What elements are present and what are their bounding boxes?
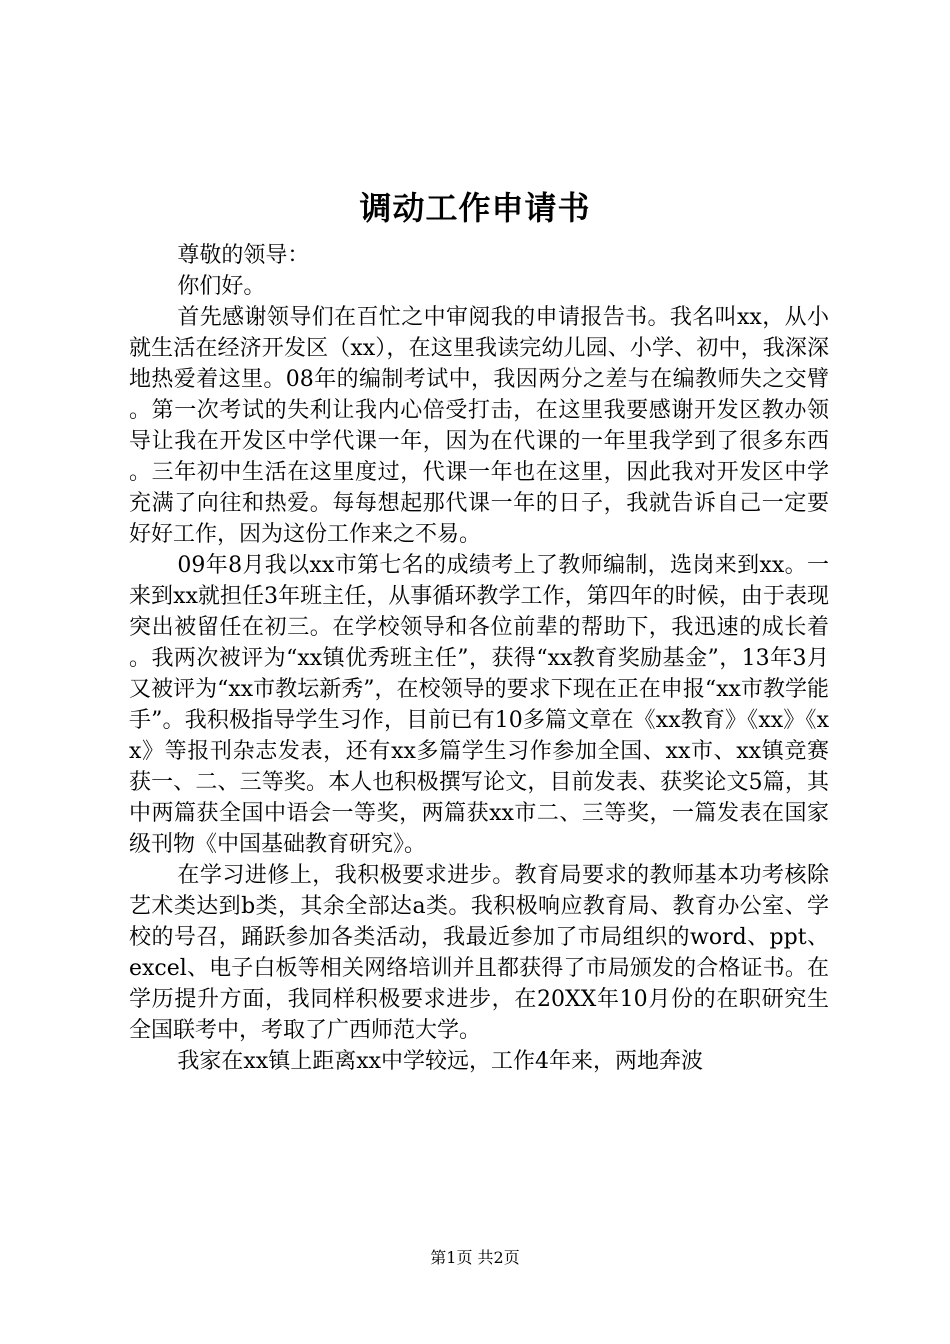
paragraph-achievements: 09年8月我以xx市第七名的成绩考上了教师编制，选岗来到xx。一来到xx就担任3年班主任，从事循环教学工作，第四年的时候，由于表现突出被留任在初三。在学校领导和各位前辈的帮助下，我迅速的成长着。我两次被评为“xx镇优秀班主任”，获得“xx教育奖励基金”，13年3月又被评为“xx市教坛新秀”，在校领导的要求下现在正在申报“xx市教学能手”。我积极指导学生习作，目前已有10多篇文章在《xx教育》《xx》《xx》等报刊杂志发表，还有xx多篇学生习作参加全国、xx市、xx镇竞赛获一、二、三等奖。本人也积极撰写论文，目前发表、获奖论文5篇，其中两篇获全国中语会一等奖，两篇获xx市二、三等奖，一篇发表在国家级刊物《中国基础教育研究》。 — [129, 553, 829, 857]
paragraph-introduction: 首先感谢领导们在百忙之中审阅我的申请报告书。我名叫xx，从小就生活在经济开发区（xx），在这里我读完幼儿园、小学、初中，我深深地热爱着这里。08年的编制考试中，我因两分之差与在编教师失之交臂。第一次考试的失利让我内心倍受打击，在这里我要感谢开发区教办领导让我在开发区中学代课一年，因为在代课的一年里我学到了很多东西。三年初中生活在这里度过，代课一年也在这里，因此我对开发区中学充满了向往和热爱。每每想起那代课一年的日子，我就告诉自己一定要好好工作，因为这份工作来之不易。 — [129, 305, 829, 547]
page-number-footer: 第1页 共2页 — [430, 1248, 520, 1267]
document-body — [129, 240, 829, 1077]
document-title: 调动工作申请书 — [359, 189, 591, 227]
paragraph-family: 我家在xx镇上距离xx中学较远，工作4年来，两地奔波 — [177, 1049, 704, 1074]
salutation: 尊敬的领导： — [177, 243, 310, 268]
greeting: 你们好。 — [177, 274, 266, 299]
paragraph-study: 在学习进修上，我积极要求进步。教育局要求的教师基本功考核除艺术类达到b类，其余全部达a类。我积极响应教育局、教育办公室、学校的号召，踊跃参加各类活动，我最近参加了市局组织的word、ppt、excel、电子白板等相关网络培训并且都获得了市局颁发的合格证书。在学历提升方面，我同样积极要求进步，在20XX年10月份的在职研究生全国联考中，考取了广西师范大学。 — [129, 863, 829, 1043]
